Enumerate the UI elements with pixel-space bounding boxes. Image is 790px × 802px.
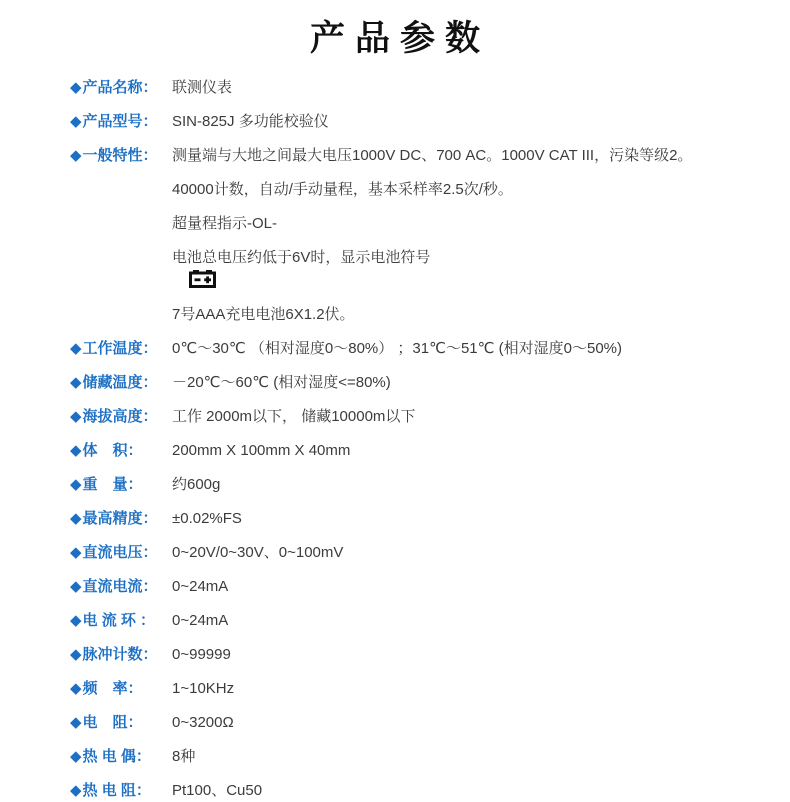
spec-label-text: 工作温度： xyxy=(82,340,158,357)
diamond-bullet-icon: ◆ xyxy=(70,646,82,663)
spec-value-text: 40000计数，自动/手动量程，基本采样率2.5次/秒。 xyxy=(172,181,513,198)
spec-label-text: 频 率： xyxy=(82,680,143,697)
diamond-bullet-icon: ◆ xyxy=(70,748,82,765)
spec-value-text: 工作 2000m以下， 储藏10000m以下 xyxy=(172,408,416,425)
spec-value xyxy=(172,111,766,133)
spec-value-text: 0~24mA xyxy=(172,578,229,595)
spec-row xyxy=(70,474,766,496)
spec-value xyxy=(172,576,766,598)
spec-value-text: 1~10KHz xyxy=(172,680,235,697)
spec-label xyxy=(70,542,172,564)
diamond-bullet-icon: ◆ xyxy=(70,79,82,96)
spec-value xyxy=(172,145,766,326)
spec-label-text: 电 流 环 ： xyxy=(82,612,156,629)
spec-value-text: 0~3200Ω xyxy=(172,714,234,731)
diamond-bullet-icon: ◆ xyxy=(70,544,82,561)
spec-label xyxy=(70,111,172,133)
spec-value xyxy=(172,338,766,360)
spec-label-text: 产品名称： xyxy=(82,79,158,96)
spec-value xyxy=(172,372,766,394)
spec-row xyxy=(70,576,766,598)
spec-label xyxy=(70,780,172,802)
diamond-bullet-icon: ◆ xyxy=(70,408,82,425)
spec-label-text: 热 电 偶： xyxy=(82,748,151,765)
spec-value xyxy=(172,746,766,768)
spec-label xyxy=(70,610,172,632)
spec-label-text: 体 积： xyxy=(82,442,143,459)
spec-label-text: 脉冲计数： xyxy=(82,646,158,663)
diamond-bullet-icon: ◆ xyxy=(70,147,82,164)
diamond-bullet-icon: ◆ xyxy=(70,442,82,459)
spec-value xyxy=(172,780,766,802)
spec-label-text: 重 量： xyxy=(82,476,143,493)
diamond-bullet-icon: ◆ xyxy=(70,782,82,799)
spec-row xyxy=(70,644,766,666)
spec-row xyxy=(70,440,766,462)
diamond-bullet-icon: ◆ xyxy=(70,113,82,130)
diamond-bullet-icon: ◆ xyxy=(70,714,82,731)
spec-row xyxy=(70,746,766,768)
diamond-bullet-icon: ◆ xyxy=(70,680,82,697)
spec-label-text: 电 阻： xyxy=(82,714,143,731)
spec-value-text: 0~20V/0~30V、0~100mV xyxy=(172,544,344,561)
spec-value xyxy=(172,610,766,632)
spec-row xyxy=(70,77,766,99)
spec-value xyxy=(172,678,766,700)
spec-row xyxy=(70,406,766,428)
spec-label xyxy=(70,77,172,99)
spec-value-text: 200mm X 100mm X 40mm xyxy=(172,442,351,459)
spec-list xyxy=(0,77,790,802)
spec-label-text: 热 电 阻： xyxy=(82,782,151,799)
spec-value-text: 8种 xyxy=(172,748,196,765)
spec-label-text: 海拔高度： xyxy=(82,408,158,425)
spec-row xyxy=(70,780,766,802)
product-parameters-page xyxy=(0,16,790,797)
spec-value xyxy=(172,508,766,530)
diamond-bullet-icon: ◆ xyxy=(70,340,82,357)
page-title: 产品参数 xyxy=(309,19,490,58)
spec-row xyxy=(70,610,766,632)
diamond-bullet-icon: ◆ xyxy=(70,476,82,493)
diamond-bullet-icon: ◆ xyxy=(70,612,82,629)
spec-label xyxy=(70,338,172,360)
spec-row xyxy=(70,372,766,394)
spec-label xyxy=(70,678,172,700)
spec-label-text: 直流电压： xyxy=(82,544,158,561)
spec-label-text: 直流电流： xyxy=(82,578,158,595)
battery-icon xyxy=(189,269,216,288)
spec-label xyxy=(70,406,172,428)
spec-value-line xyxy=(172,145,766,167)
diamond-bullet-icon: ◆ xyxy=(70,374,82,391)
spec-label xyxy=(70,372,172,394)
spec-value xyxy=(172,77,766,99)
spec-value-text: 联测仪表 xyxy=(172,79,233,96)
spec-value-text: －20℃～60℃ (相对湿度<=80%) xyxy=(172,374,391,391)
spec-value xyxy=(172,542,766,564)
spec-label xyxy=(70,746,172,768)
spec-value-text: 约600g xyxy=(172,476,221,493)
spec-value-text: 0~99999 xyxy=(172,646,231,663)
spec-value xyxy=(172,474,766,496)
spec-label xyxy=(70,474,172,496)
spec-row xyxy=(70,712,766,734)
spec-label xyxy=(70,440,172,462)
spec-value-text: 测量端与大地之间最大电压1000V DC、700 AC。1000V CAT III，污染等级2。 xyxy=(172,147,693,164)
spec-label-text: 产品型号： xyxy=(82,113,158,130)
diamond-bullet-icon: ◆ xyxy=(70,510,82,527)
spec-row xyxy=(70,338,766,360)
spec-value xyxy=(172,406,766,428)
spec-value-line xyxy=(172,304,766,326)
spec-value-text: Pt100、Cu50 xyxy=(172,782,263,799)
spec-row xyxy=(70,111,766,133)
spec-label xyxy=(70,576,172,598)
spec-value xyxy=(172,644,766,666)
spec-value-line xyxy=(172,247,766,292)
diamond-bullet-icon: ◆ xyxy=(70,578,82,595)
spec-label xyxy=(70,508,172,530)
spec-label-text: 一般特性： xyxy=(82,147,158,164)
spec-value-text: 0~24mA xyxy=(172,612,229,629)
spec-label-text: 最高精度： xyxy=(82,510,158,527)
spec-row xyxy=(70,145,766,326)
spec-row xyxy=(70,678,766,700)
spec-value-text: 7号AAA充电电池6X1.2伏。 xyxy=(172,306,355,323)
spec-value-text: 超量程指示-OL- xyxy=(172,215,278,232)
spec-value-text: SIN-825J 多功能校验仪 xyxy=(172,113,329,130)
spec-value xyxy=(172,712,766,734)
spec-value-text: ±0.02%FS xyxy=(172,510,242,527)
spec-value-text: 0℃～30℃ （相对湿度0～80%） ；31℃～51℃ (相对湿度0～50%) xyxy=(172,340,623,357)
spec-value-text: 电池总电压约低于6V时，显示电池符号 xyxy=(172,249,431,266)
spec-row xyxy=(70,542,766,564)
spec-value-line xyxy=(172,179,766,201)
spec-value xyxy=(172,440,766,462)
spec-label xyxy=(70,712,172,734)
spec-value-line xyxy=(172,213,766,235)
spec-label-text: 储藏温度： xyxy=(82,374,158,391)
spec-label xyxy=(70,644,172,666)
spec-label xyxy=(70,145,172,167)
spec-row xyxy=(70,508,766,530)
